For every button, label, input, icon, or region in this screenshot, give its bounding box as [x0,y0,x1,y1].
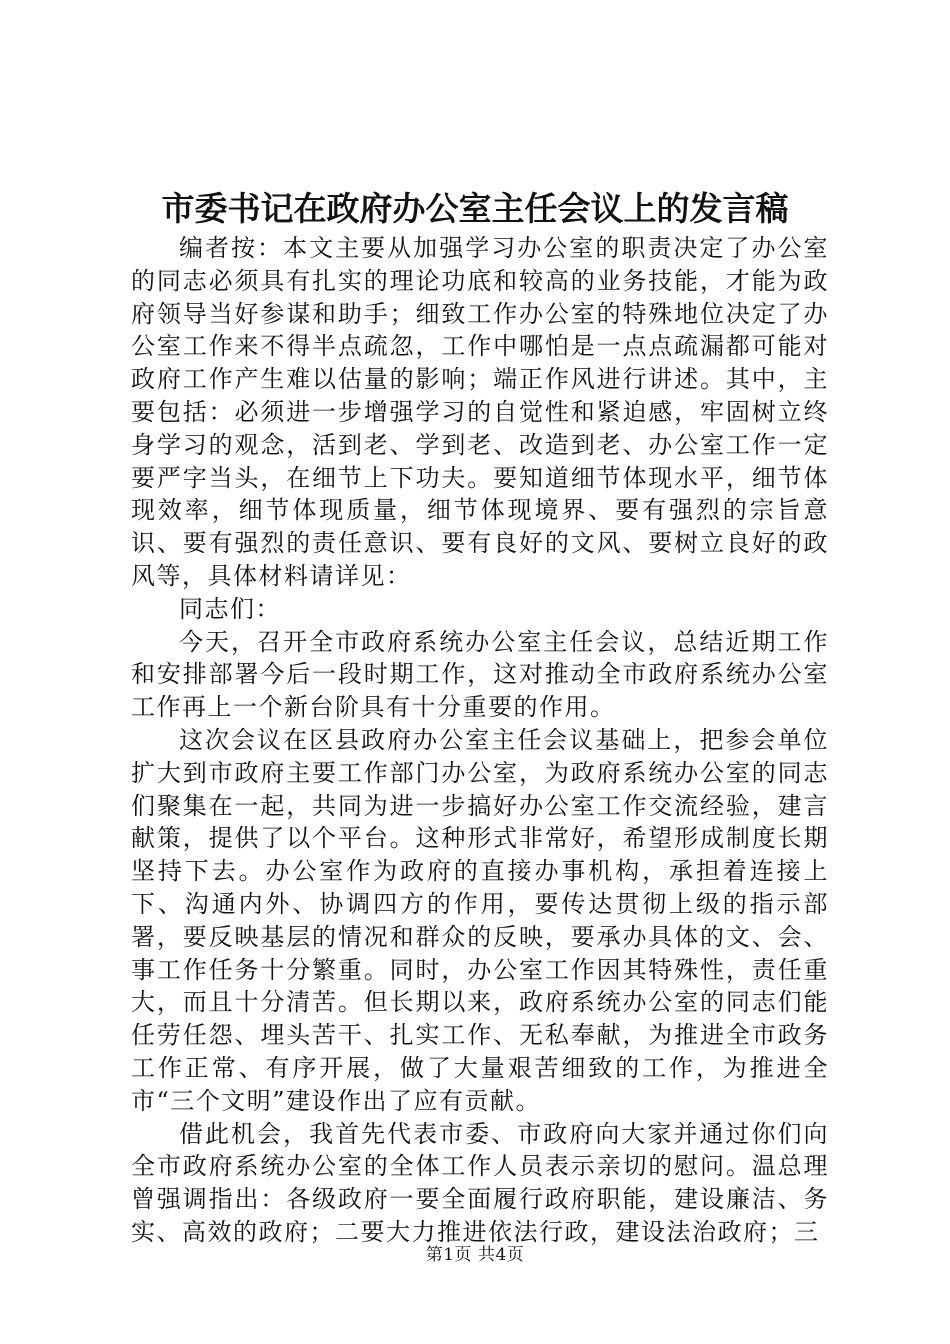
paragraph-opening: 今天，召开全市政府系统办公室主任会议，总结近期工作和安排部署今后一段时期工作，这对推动全市政府系统办公室工作再上一个新台阶具有十分重要的作用。 [131,627,829,722]
paragraph-salutation: 同志们： [179,594,281,623]
paragraph-editor-note: 编者按：本文主要从加强学习办公室的职责决定了办公室的同志必须具有扎实的理论功底和较高的业务技能，才能为政府领导当好参谋和助手；细致工作办公室的特殊地位决定了办公室工作来不得半点疏忽，工作中哪怕是一点点疏漏都可能对政府工作产生难以估量的影响；端正作风进行讲述。其中，主要包括：必须进一步增强学习的自觉性和紧迫感，牢固树立终身学习的观念，活到老、学到老、改造到老、办公室工作一定要严字当头，在细节上下功夫。要知道细节体现水平，细节体现效率，细节体现质量，细节体现境界、要有强烈的宗旨意识、要有强烈的责任意识、要有良好的文风、要树立良好的政风等，具体材料请详见： [131,234,829,590]
document-title: 市委书记在政府办公室主任会议上的发言稿 [161,189,789,228]
document-body [131,232,829,1249]
page-number-footer: 第1页 共4页 [425,1245,525,1265]
paragraph-meeting: 这次会议在区县政府办公室主任会议基础上，把参会单位扩大到市政府主要工作部门办公室，为政府系统办公室的同志们聚集在一起，共同为进一步搞好办公室工作交流经验，建言献策，提供了以个平台。这种形式非常好，希望形成制度长期坚持下去。办公室作为政府的直接办事机构，承担着连接上下、沟通内外、协调四方的作用，要传达贯彻上级的指示部署，要反映基层的情况和群众的反映，要承办具体的文、会、事工作任务十分繁重。同时，办公室工作因其特殊性，责任重大，而且十分清苦。但长期以来，政府系统办公室的同志们能任劳任怨、埋头苦干、扎实工作、无私奉献，为推进全市政务工作正常、有序开展，做了大量艰苦细致的工作，为推进全市“三个文明”建设作出了应有贡献。 [131,725,829,1115]
paragraph-greeting: 借此机会，我首先代表市委、市政府向大家并通过你们向全市政府系统办公室的全体工作人员表示亲切的慰问。温总理曾强调指出：各级政府一要全面履行政府职能，建设廉洁、务实、高效的政府；二要大力推进依法行政，建设法治政府；三 [131,1119,829,1246]
